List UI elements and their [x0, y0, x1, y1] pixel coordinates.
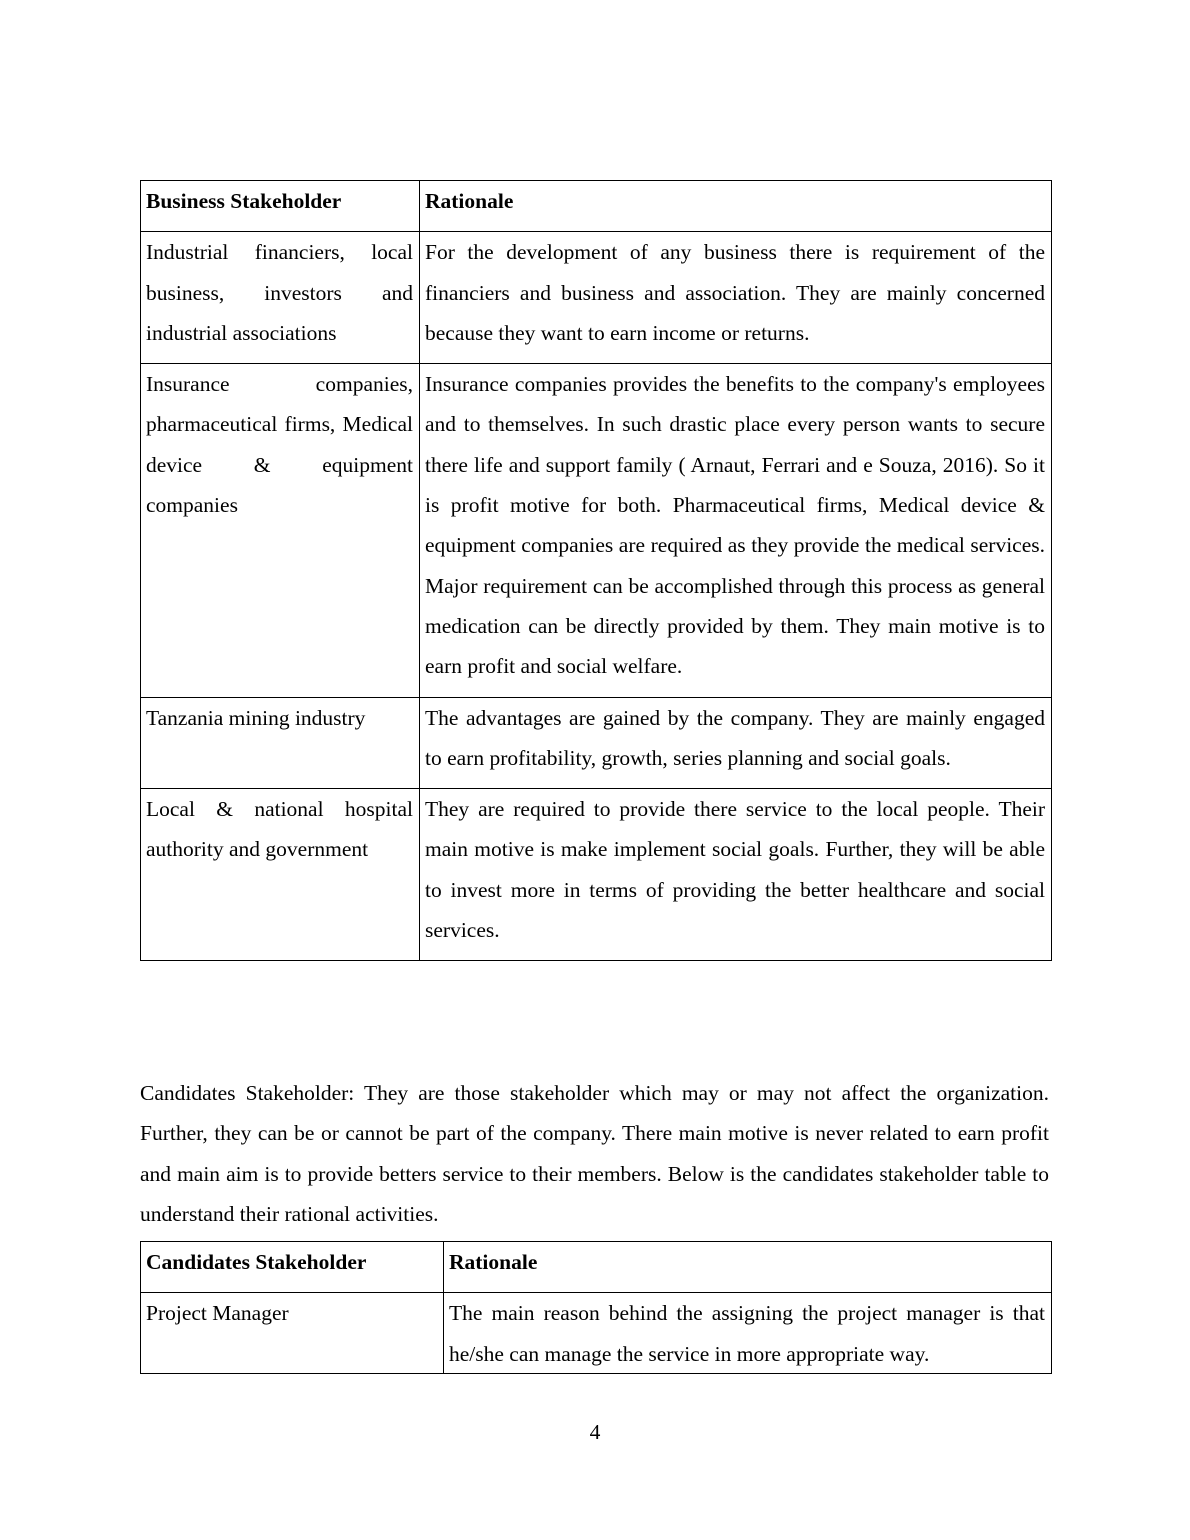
table-row [141, 1293, 1052, 1374]
header-candidates-stakeholder: Candidates Stakeholder [141, 1242, 444, 1293]
stakeholder-text: Project Manager [146, 1301, 289, 1326]
table-row [141, 697, 1052, 789]
header-rationale: Rationale [420, 181, 1052, 232]
stakeholder-cell [141, 1293, 444, 1374]
rationale-cell: They are required to provide there service to the local people. Their main motive is make implement social goals. Further, they will be able to invest more in terms of providing the better healthcare and social services. [420, 789, 1052, 961]
stakeholder-cell: Tanzania mining industry [141, 697, 420, 789]
rationale-text: The main reason behind the assigning the project manager is that he/she can manage the service in more appropriate way. [449, 1301, 1045, 1366]
rationale-cell: For the development of any business there is requirement of the financiers and business and association. They are mainly concerned because they want to earn income or returns. [420, 232, 1052, 364]
table-header-row [141, 181, 1052, 232]
page-number: 4 [589, 1420, 601, 1444]
table-row [141, 789, 1052, 961]
rationale-cell: The advantages are gained by the company. They are mainly engaged to earn profitability, growth, series planning and social goals. [420, 697, 1052, 789]
table-header-row [141, 1242, 1052, 1293]
table-row [141, 232, 1052, 364]
candidates-stakeholder-table [140, 1241, 1052, 1374]
candidates-paragraph: Candidates Stakeholder: They are those stakeholder which may or may not affect the organization. Further, they can be or cannot be part of the company. There main motive is never related to earn profit and main aim is to provide betters service to their members. Below is the candidates stakeholder table to understand their rational activities. [140, 1081, 1049, 1226]
business-stakeholder-table [140, 180, 1052, 961]
header-rationale: Rationale [444, 1242, 1052, 1293]
stakeholder-cell: Industrial financiers, local business, investors and industrial associations [141, 232, 420, 364]
stakeholder-cell: Local & national hospital authority and government [141, 789, 420, 961]
stakeholder-cell: Insurance companies, pharmaceutical firms, Medical device & equipment companies [141, 364, 420, 697]
rationale-cell [444, 1293, 1052, 1374]
rationale-cell: Insurance companies provides the benefits to the company's employees and to themselves. In such drastic place every person wants to secure there life and support family ( Arnaut, Ferrari and e Souza, 2016). So it is profit motive for both. Pharmaceutical firms, Medical device & equipment companies are required as they provide the medical services. Major requirement can be accomplished through this process as general medication can be directly provided by them. They main motive is to earn profit and social welfare. [420, 364, 1052, 697]
header-business-stakeholder: Business Stakeholder [141, 181, 420, 232]
table-row [141, 364, 1052, 697]
